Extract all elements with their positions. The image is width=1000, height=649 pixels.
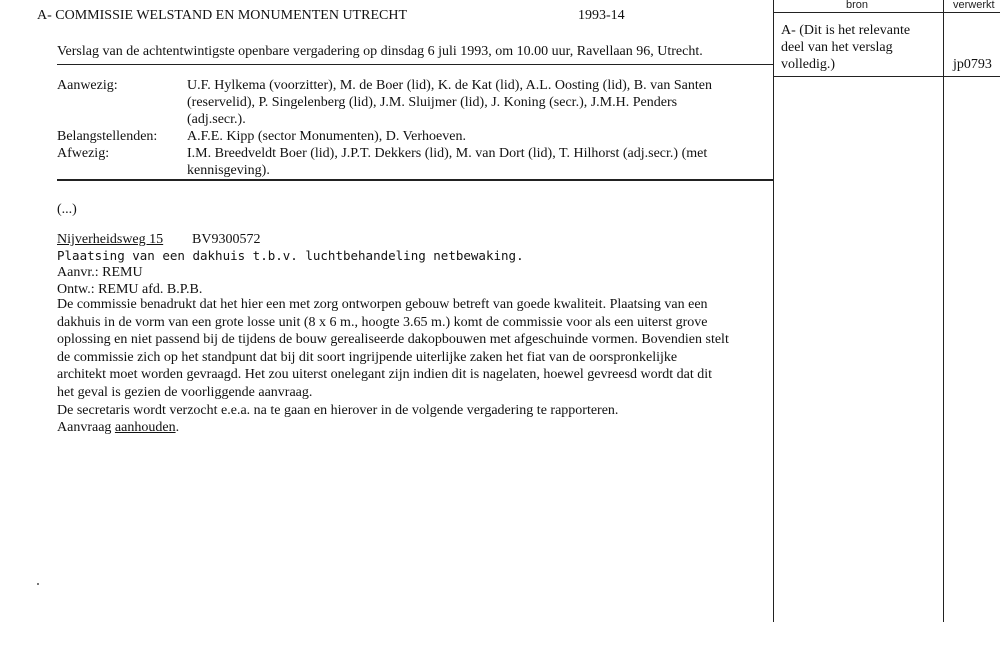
applicant: Aanvr.: REMU <box>57 265 143 280</box>
committee-title: A- COMMISSIE WELSTAND EN MONUMENTEN UTRECHT <box>37 8 407 23</box>
stakeholders: A.F.E. Kipp (sector Monumenten), D. Verhoeven. <box>187 129 466 144</box>
bron-header: bron <box>846 0 869 11</box>
absent-line: I.M. Breedveldt Boer (lid), J.P.T. Dekkers (lid), M. van Dort (lid), T. Hilhorst (adj.secr.) (met <box>187 146 708 161</box>
column-border-middle <box>943 0 944 622</box>
verwerkt-value: jp0793 <box>953 57 992 72</box>
description: Plaatsing van een dakhuis t.b.v. luchtbehandeling netbewaking. <box>57 248 524 263</box>
text-line: De commissie benadrukt dat het hier een met zorg ontworpen gebouw betreft van goede kwaliteit. Plaatsing van een <box>57 297 708 312</box>
text-line: De secretaris wordt verzocht e.e.a. na te gaan en hierover in de volgende vergadering te rapporteren. <box>57 402 619 418</box>
attendance-divider <box>57 179 773 181</box>
absent-line: kennisgeving). <box>187 163 270 178</box>
row-border <box>773 76 1000 77</box>
meeting-description: Verslag van de achtentwintigste openbare vergadering op dinsdag 6 juli 1993, om 10.00 uur, Ravellaan 96, Utrecht. <box>57 44 703 59</box>
text-line: architekt moet worden gevraagd. Het zou uiterst onelegant zijn indien dit is nagelaten, hoewel gevreesd wordt dat dit <box>57 367 713 383</box>
commission-text <box>57 296 729 437</box>
text-line: het geval is gezien de voorliggende aanvraag. <box>57 384 313 400</box>
decision-line <box>57 419 729 437</box>
verwerkt-header: verwerkt <box>953 0 995 11</box>
report-year: 1993-14 <box>578 8 625 23</box>
bron-line: volledig.) <box>781 57 836 72</box>
file-number: BV9300572 <box>192 232 261 247</box>
decision-prefix: Aanvraag <box>57 420 115 436</box>
scan-speck <box>37 583 39 585</box>
header-divider <box>57 64 773 65</box>
text-line: oplossing en niet passend bij de tijdens de bouw gerealiseerde dakopbouwen met afgeschuinde vormen. Bovendien stelt <box>57 332 729 348</box>
decision-suffix: . <box>175 420 180 436</box>
absent-label: Afwezig: <box>57 146 110 161</box>
bron-line: A- (Dit is het relevante <box>781 23 911 38</box>
present-line: (adj.secr.). <box>187 112 246 127</box>
present-line: (reservelid), P. Singelenberg (lid), J.M. Sluijmer (lid), J. Koning (secr.), J.M.H. Penders <box>187 95 678 110</box>
address: Nijverheidsweg 15 <box>57 232 164 247</box>
bron-line: deel van het verslag <box>781 40 893 55</box>
designer: Ontw.: REMU afd. B.P.B. <box>57 282 203 297</box>
present-label: Aanwezig: <box>57 78 118 93</box>
header-row-border <box>773 12 1000 13</box>
stakeholders-label: Belangstellenden: <box>57 129 158 144</box>
ellipsis: (...) <box>57 202 77 217</box>
text-line: dakhuis in de vorm van een grote losse unit (8 x 6 m., hoogte 3.65 m.) komt de commissie voor als een uiterst grove <box>57 314 708 330</box>
text-line: de commissie zich op het standpunt dat bij dit soort ingrijpende uiterlijke zaken het fiat van de oorspronkelijke <box>57 349 678 365</box>
present-line: U.F. Hylkema (voorzitter), M. de Boer (lid), K. de Kat (lid), A.L. Oosting (lid), B. van Santen <box>187 78 712 93</box>
column-border-left <box>773 0 774 622</box>
decision: aanhouden <box>114 420 176 436</box>
